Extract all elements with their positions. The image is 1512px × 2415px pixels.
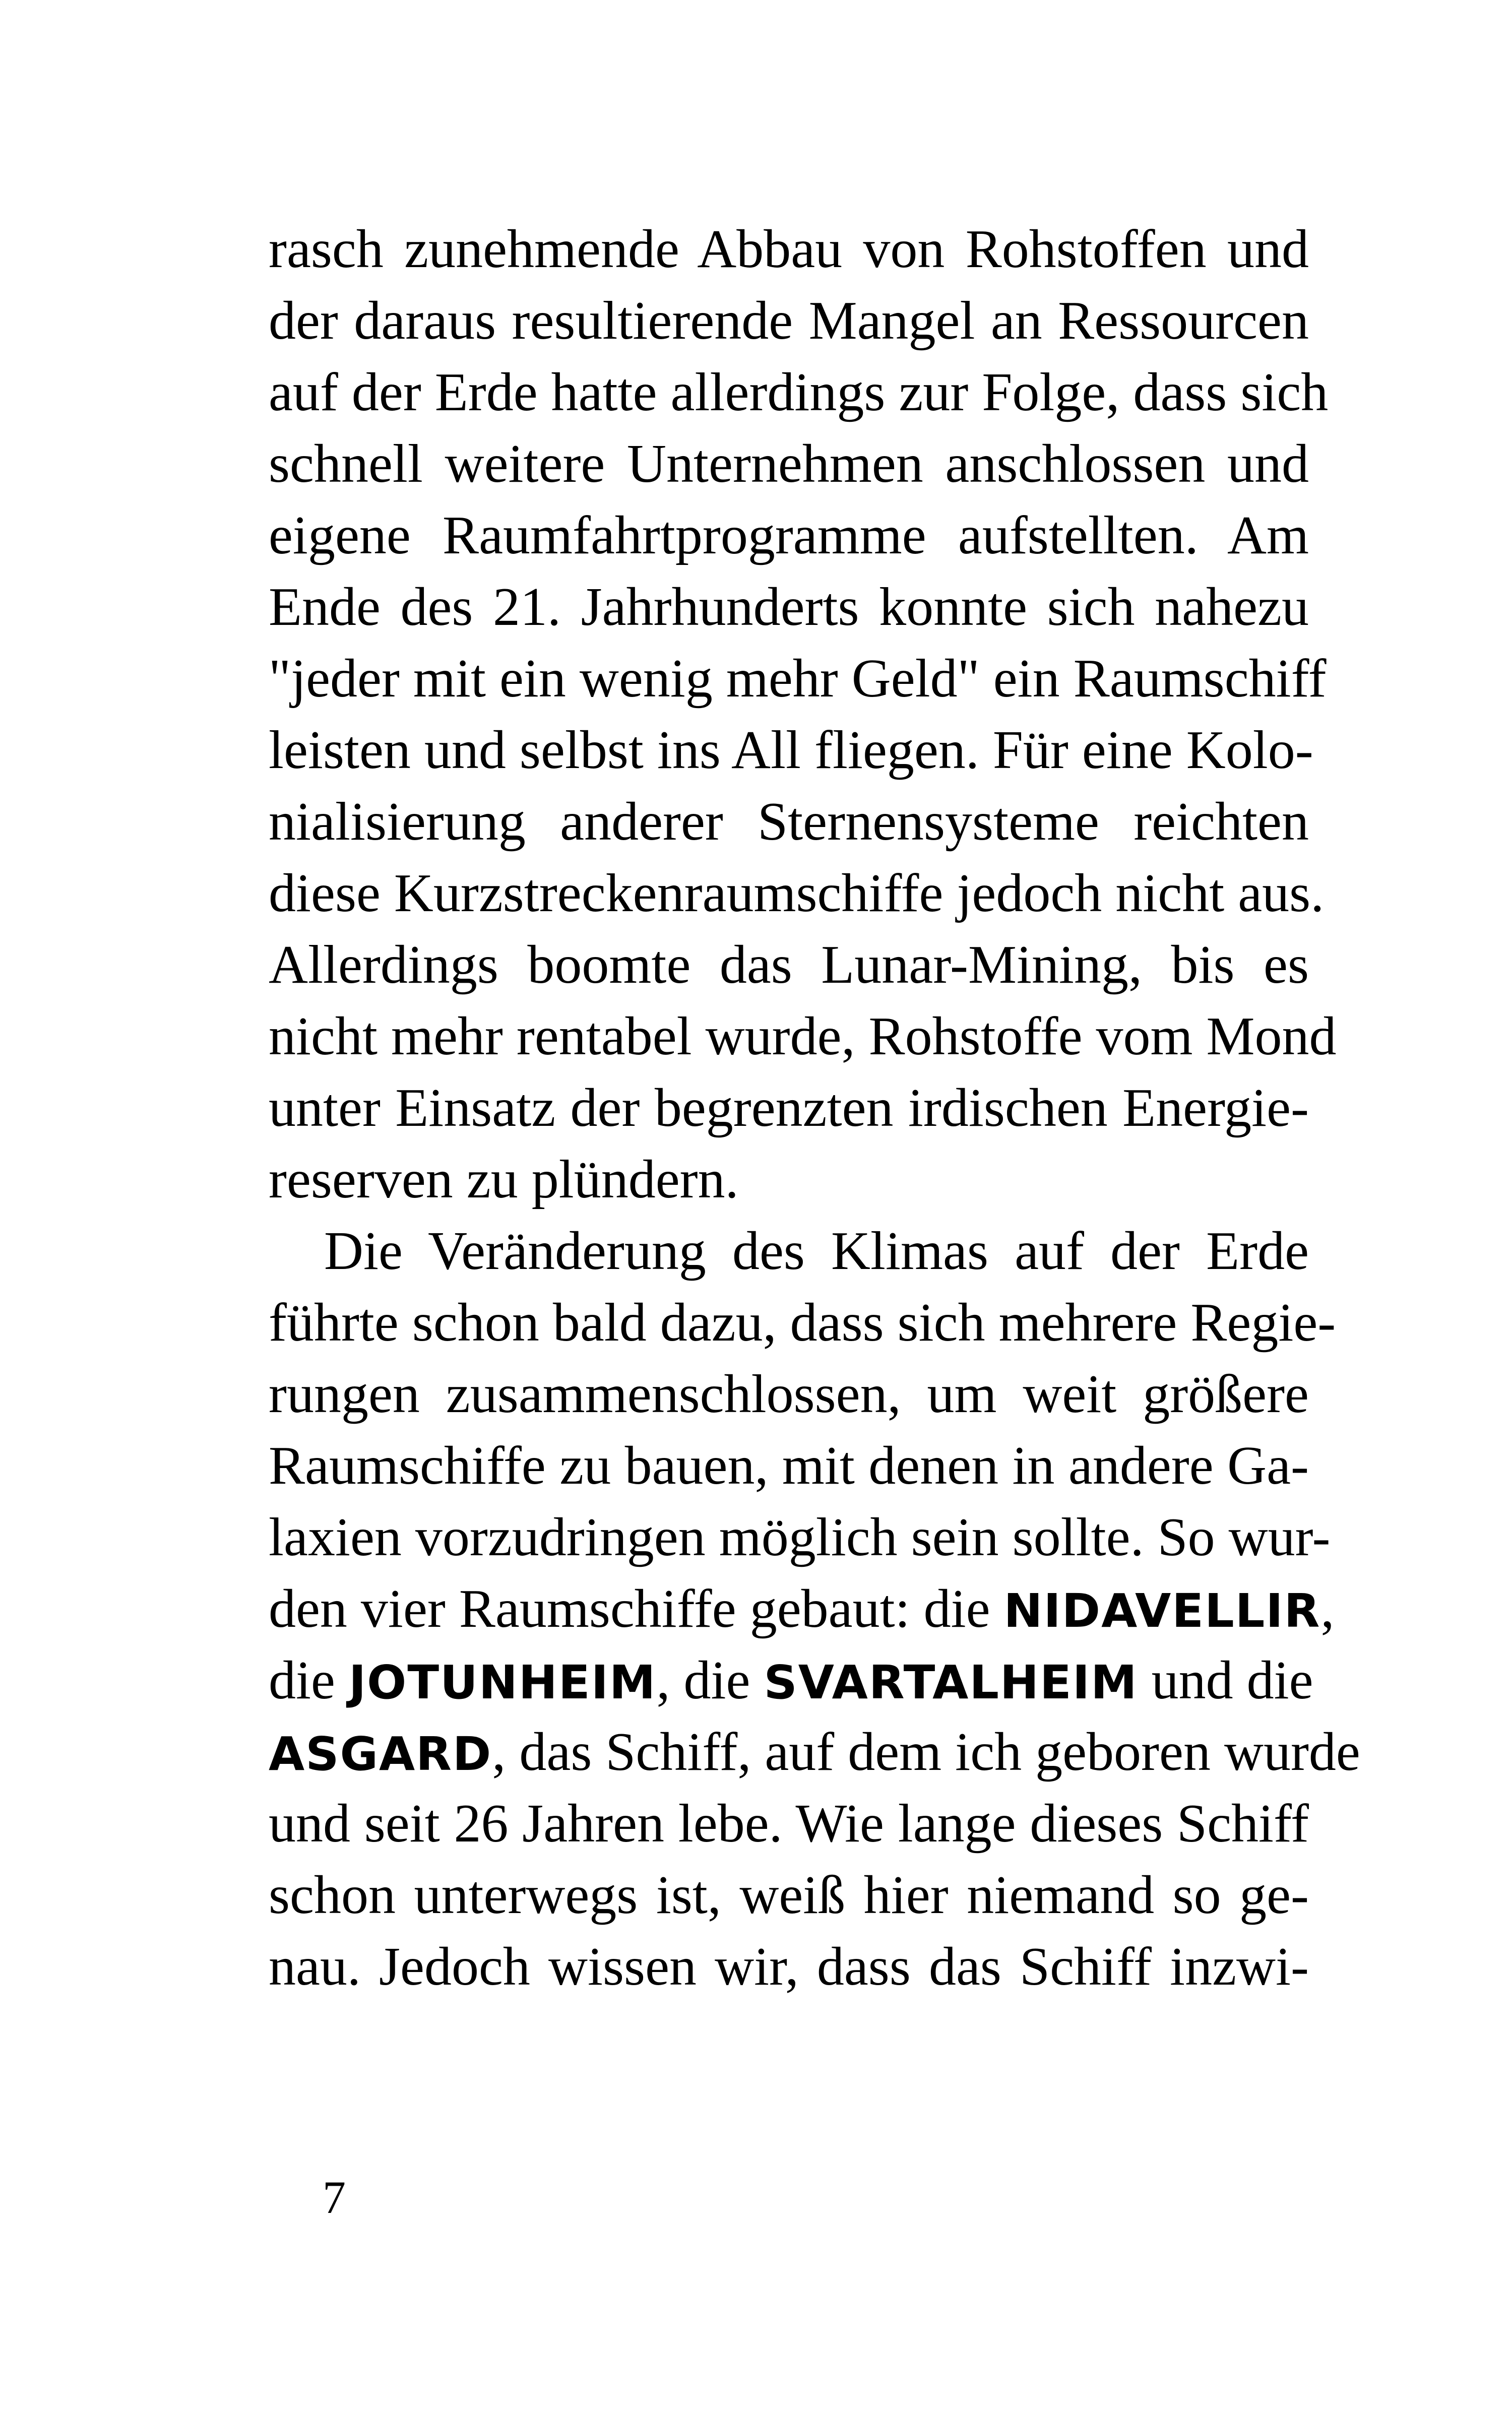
text-run: auf der Erde hatte allerdings zur Folge, dass sich [269,362,1329,422]
text-line [269,1359,1309,1430]
text-line [269,357,1329,428]
text-line [269,500,1309,571]
text-line [269,428,1309,500]
text-run: laxien vorzudringen möglich sein sollte. So wur- [269,1507,1331,1567]
text-run: Ende des 21. Jahrhunderts konnte sich nahezu [269,577,1309,637]
text-run: reserven zu plündern. [269,1150,739,1210]
page-number: 7 [323,2172,346,2223]
text-run: , [1320,1579,1335,1639]
text-run: , die [656,1650,764,1710]
text-run: Raumschiffe zu bauen, mit denen in andere Ga- [269,1436,1309,1496]
text-line [269,1001,1337,1072]
text-run: Allerdings boomte das Lunar-Mining, bis es [269,935,1309,995]
text-run: führte schon bald dazu, dass sich mehrere Regie- [269,1293,1336,1353]
text-line [269,1072,1309,1144]
text-run: schnell weitere Unternehmen anschlossen und [269,434,1309,494]
text-run: schon unterwegs ist, weiß hier niemand so ge- [269,1865,1309,1925]
text-run: unter Einsatz der begrenzten irdischen Energie- [269,1078,1309,1138]
body-text [269,214,1360,2003]
ship-name: SVARTALHEIM [764,1656,1138,1709]
text-line [269,1645,1313,1717]
text-run: , das Schiff, auf dem ich geboren wurde [492,1722,1360,1782]
text-line [269,786,1309,858]
text-line [269,571,1309,643]
text-line [269,1573,1335,1645]
text-line [269,1931,1309,2003]
text-run: diese Kurzstreckenraumschiffe jedoch nicht aus. [269,863,1325,923]
text-run: der daraus resultierende Mangel an Ressourcen [269,291,1309,351]
text-line [269,1502,1331,1573]
text-line [269,929,1309,1001]
text-line [269,285,1309,357]
text-run: die [269,1650,349,1710]
text-run: und die [1138,1650,1313,1710]
text-line [269,1860,1309,1931]
text-line [269,214,1309,285]
text-run: und seit 26 Jahren lebe. Wie lange dieses Schiff [269,1794,1309,1854]
text-line [269,1287,1336,1359]
text-run: nau. Jedoch wissen wir, dass das Schiff inzwi- [269,1937,1309,1997]
ship-name: ASGARD [269,1727,492,1781]
ship-name: JOTUNHEIM [348,1656,657,1709]
text-line [269,643,1327,715]
text-line [269,715,1313,786]
text-run: nialisierung anderer Sternensysteme reichten [269,792,1309,852]
text-run: den vier Raumschiffe gebaut: die [269,1579,1004,1639]
text-line [269,1144,1309,1216]
ship-name: NIDAVELLIR [1003,1584,1321,1638]
text-line [269,1216,1309,1287]
text-run: nicht mehr rentabel wurde, Rohstoffe vom Mond [269,1006,1337,1066]
text-run: rasch zunehmende Abbau von Rohstoffen und [269,219,1309,279]
text-line [269,858,1325,929]
text-run: leisten und selbst ins All fliegen. Für eine Kolo- [269,720,1313,780]
text-line [269,1788,1309,1860]
text-run: eigene Raumfahrtprogramme aufstellten. Am [269,505,1309,565]
text-line [269,1717,1360,1788]
text-run: "jeder mit ein wenig mehr Geld" ein Raumschiff [269,649,1327,709]
text-run: rungen zusammenschlossen, um weit größere [269,1364,1309,1424]
text-run: Die Veränderung des Klimas auf der Erde [324,1221,1309,1281]
text-line [269,1430,1309,1502]
